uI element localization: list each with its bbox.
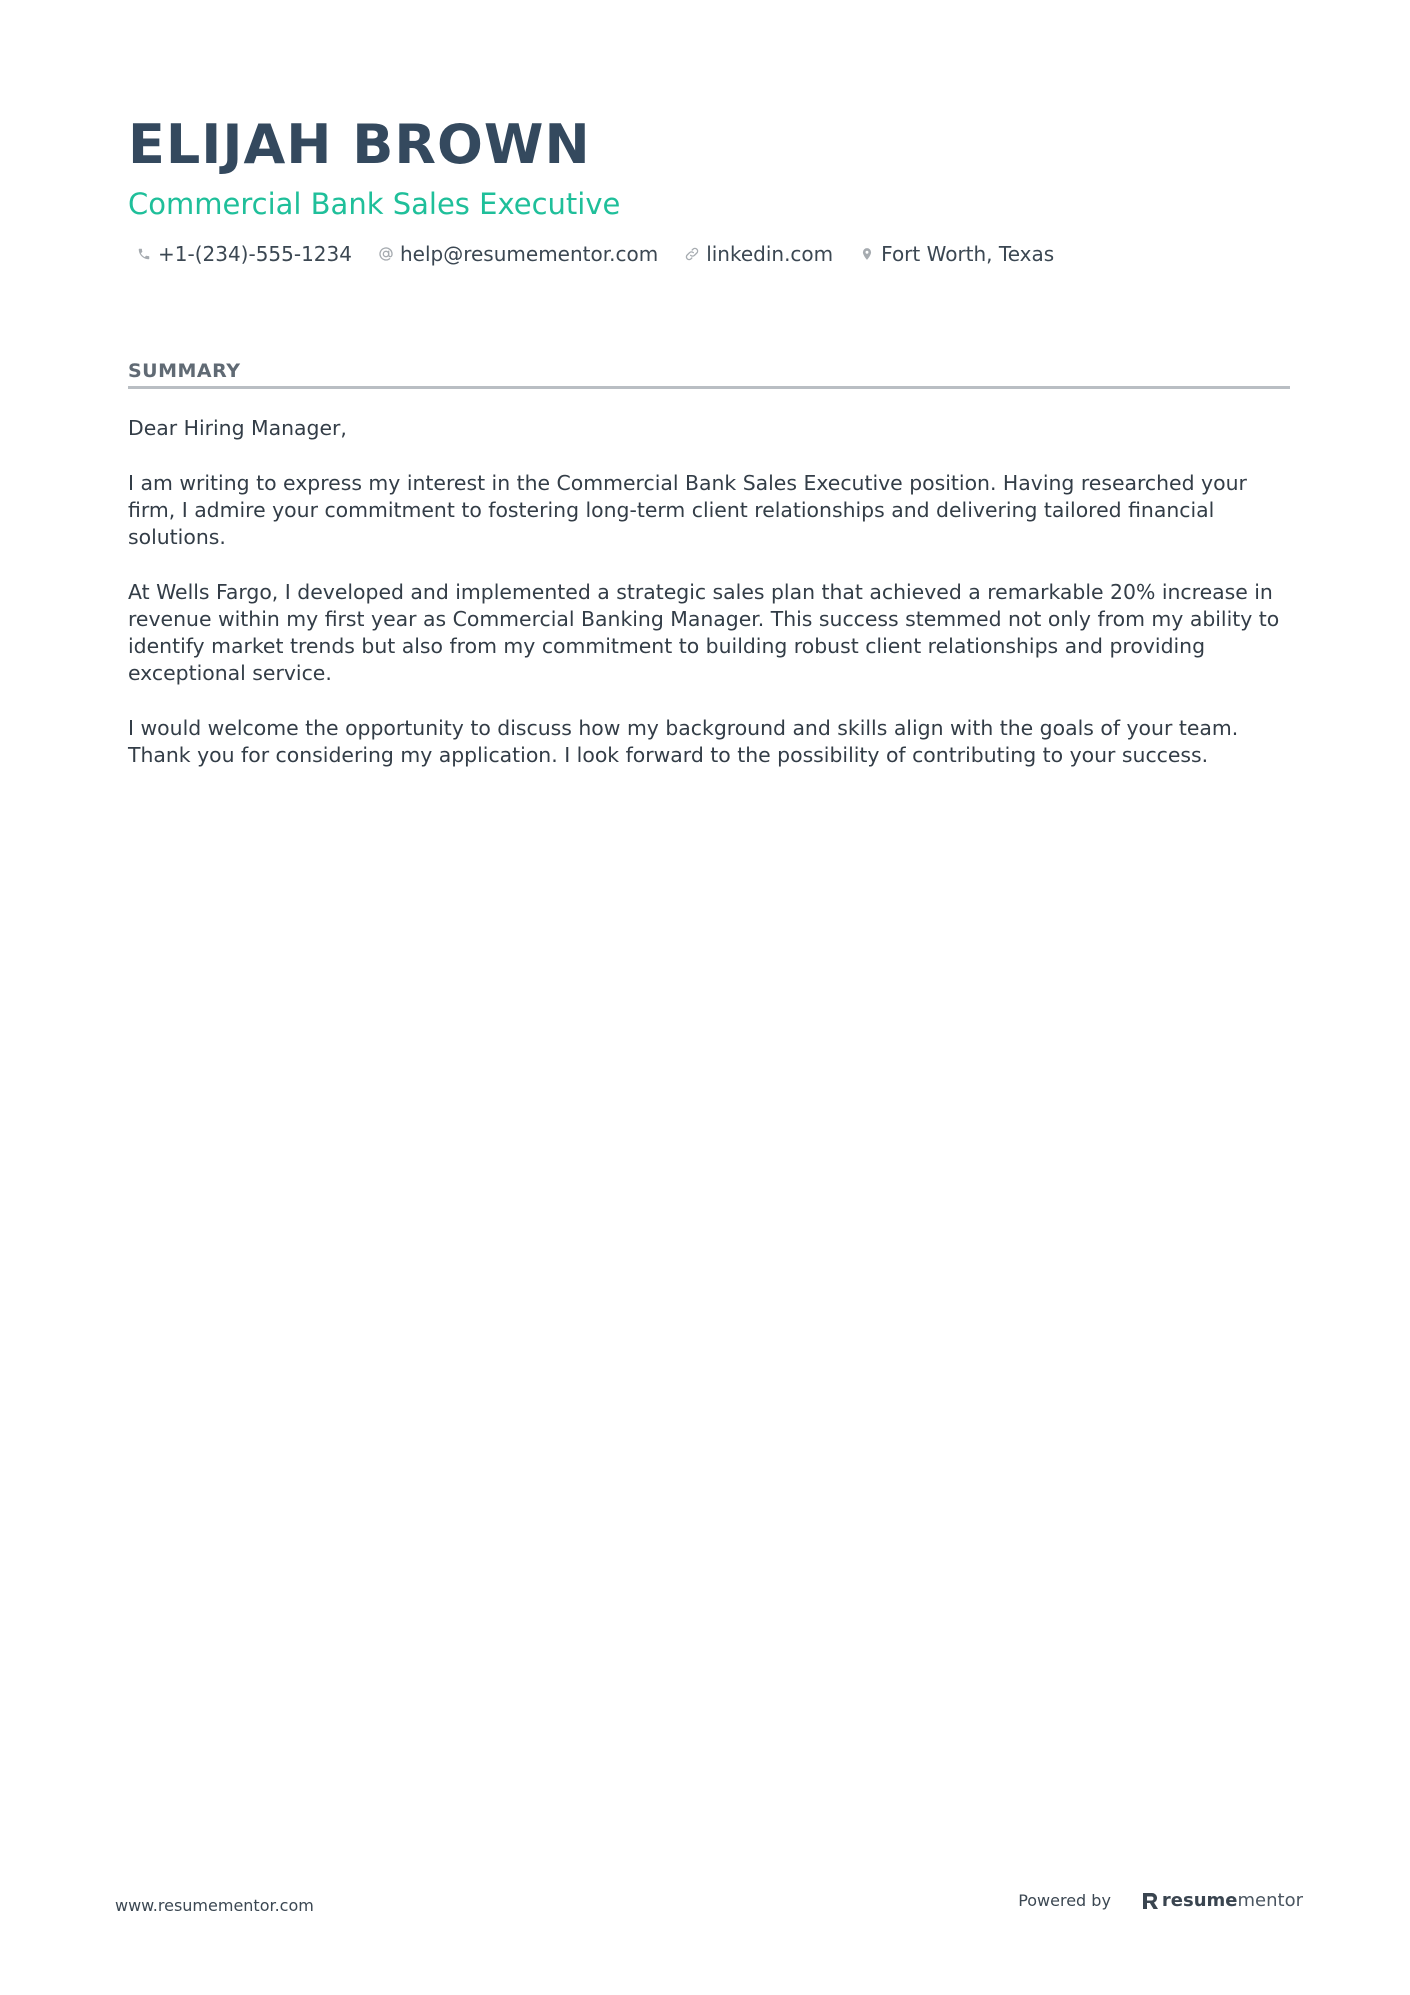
location-pin-icon — [859, 246, 875, 262]
powered-by-label: Powered by — [1018, 1891, 1111, 1910]
contact-phone-text: +1-(234)-555-1234 — [158, 242, 352, 266]
letter-paragraph: I would welcome the opportunity to discuss how my background and skills align with the goals of your team. Thank you for considering my application. I look forward to the possibility of contributing to your success. — [128, 716, 1239, 767]
footer-website[interactable]: www.resumementor.com — [115, 1896, 314, 1915]
brand-name-bold: resume — [1161, 1890, 1238, 1911]
contact-linkedin[interactable] — [684, 242, 833, 266]
contact-info — [136, 242, 1288, 266]
contact-linkedin-text[interactable]: linkedin.com — [706, 242, 834, 266]
phone-icon — [136, 246, 152, 262]
summary-heading: SUMMARY — [128, 360, 1290, 389]
at-icon — [378, 246, 394, 262]
contact-email-text[interactable]: help@resumementor.com — [399, 242, 659, 266]
contact-phone — [136, 242, 352, 266]
candidate-name: ELIJAH BROWN — [128, 113, 591, 176]
letter-paragraph: I am writing to express my interest in the Commercial Bank Sales Executive position. Having researched your firm, I admire your commitment to fostering long-term client relationships and delivering tailored financial solutions. — [128, 471, 1247, 549]
contact-location-text: Fort Worth, Texas — [881, 242, 1055, 266]
job-title: Commercial Bank Sales Executive — [128, 187, 621, 221]
contact-email[interactable] — [378, 242, 658, 266]
header — [128, 110, 1288, 266]
resumementor-logo[interactable] — [1141, 1890, 1303, 1911]
resumementor-logo-icon — [1141, 1891, 1159, 1911]
cover-letter-body — [128, 415, 1290, 769]
brand-name-light: mentor — [1237, 1890, 1303, 1911]
letter-paragraph: At Wells Fargo, I developed and implemented a strategic sales plan that achieved a remarkable 20% increase in revenue within my first year as Commercial Banking Manager. This success stemmed not only from my ability to identify market trends but also from my commitment to building robust client relationships and providing exceptional service. — [128, 580, 1280, 685]
contact-location — [859, 242, 1054, 266]
link-icon — [684, 246, 700, 262]
salutation: Dear Hiring Manager, — [128, 416, 347, 440]
footer-branding — [1018, 1890, 1303, 1911]
summary-section — [128, 360, 1290, 797]
